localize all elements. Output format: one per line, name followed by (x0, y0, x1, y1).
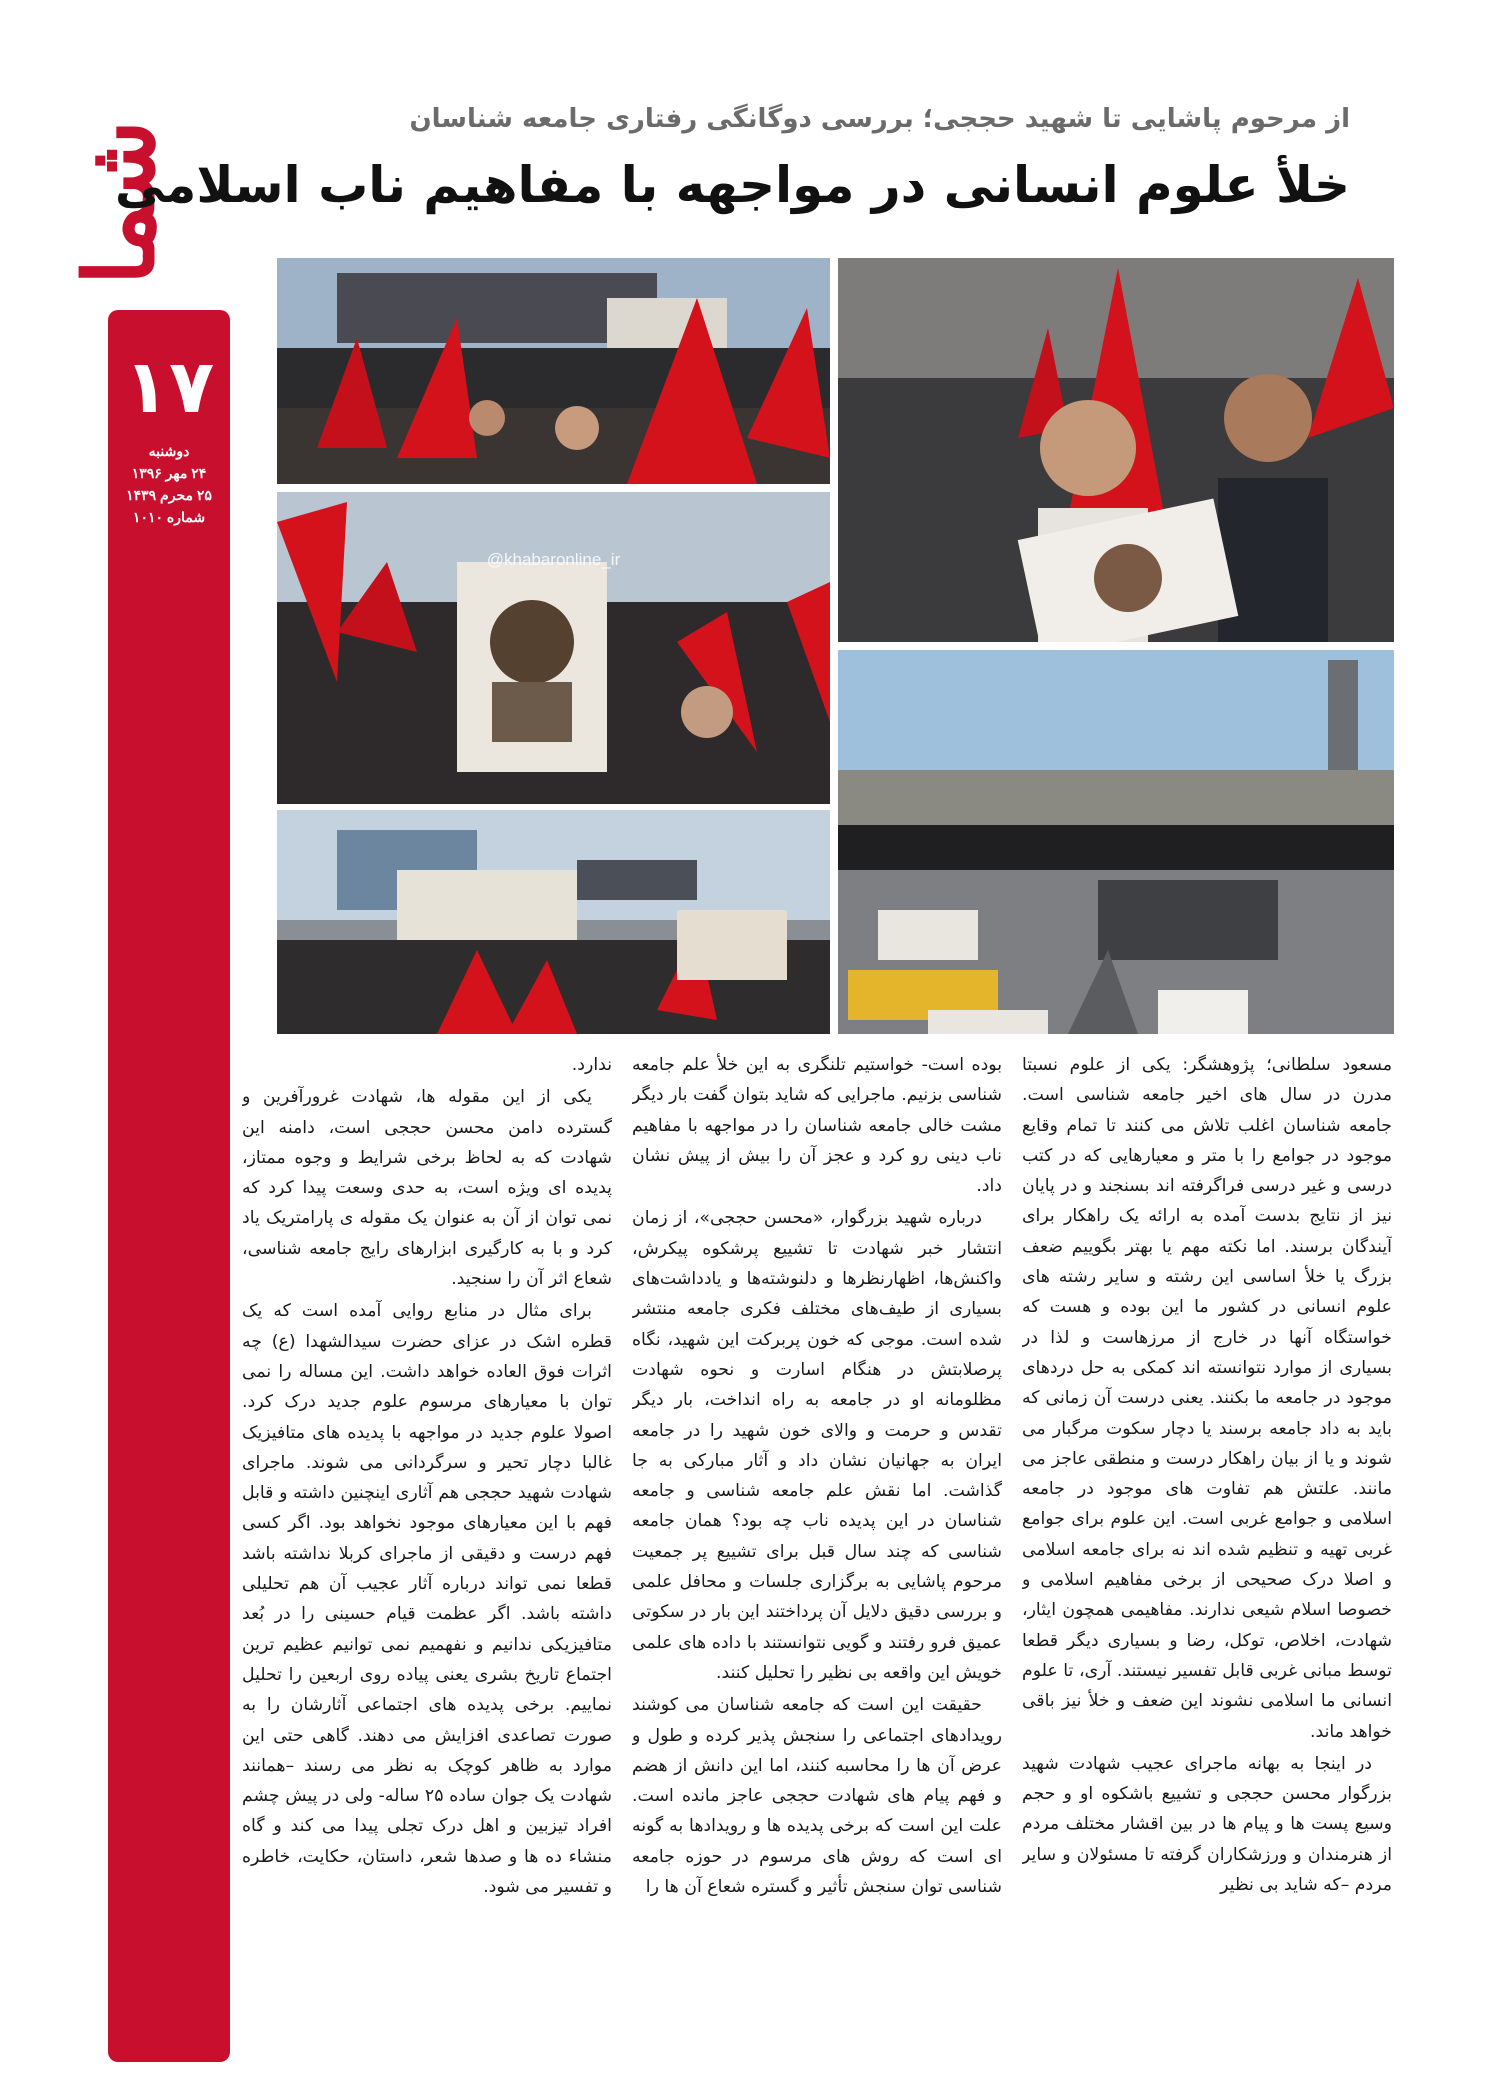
page-number: ۱۷ (123, 344, 215, 430)
photo-stage-crowd (277, 810, 830, 1034)
issue-sidebar (108, 310, 230, 2062)
issue-info (126, 440, 212, 528)
issue-number: شماره ۱۰۱۰ (132, 509, 206, 525)
photo-crowd-portrait (277, 492, 830, 804)
photo-watermark: @khabaronline_ir (486, 550, 621, 569)
article-paragraph: ندارد. (571, 1055, 612, 1075)
article-paragraph: درباره شهید بزرگوار، «محسن حججی»، از زمان انتشار خبر شهادت تا تشییع پرشکوه پیکرش، واکنش‌ها، اظهارنظرها و دلنوشته‌ها و یادداشت‌های بسیاری از طیف‌های مختلف فکری جامعه منتشر شده است. موجی که خون پربرکت این شهید، نگاه پرصلابتش در هنگام اسارت و نحوه شهادت مظلومانه او در جامعه به راه انداخت، بار دیگر تقدس و حرمت و والای خون شهید را در جامعه ایران به جهانیان نشان داد و آثار مبارکی به جا گذاشت. اما نقش علم جامعه شناسی و جامعه شناسان در این پدیده ناب چه بود؟ همان جامعه شناسی که چند سال قبل برای تشییع پر جمعیت مرحوم پاشایی به برگزاری جلسات و محافل علمی و بررسی دقیق دلایل آن پرداختند این بار در سکوتی عمیق فرو رفتند و گویی نتوانستند با داده های علمی خویش این واقعه بی نظیر را تحلیل کنند. (632, 1208, 1002, 1683)
article-paragraph: مسعود سلطانی؛ پژوهشگر: یکی از علوم نسبتا مدرن در سال های اخیر جامعه شناسی است. جامعه شناسان اغلب تلاش می کنند تا تمام وقایع موجود در جوامع را با متر و معیارهایی که در کتب درسی و غیر درسی فراگرفته اند بسنجند و در پایان نیز از نتایج بدست آمده به ارائه یک راهکار برای آیندگان برسند. اما نکته مهم یا بهتر بگوییم ضعف بزرگ یا خلأ اساسی این رشته و سایر رشته های علوم انسانی در کشور ما این بوده و هست که خواستگاه آنها در خارج از مرزهاست و لذا در بسیاری از موارد نتوانسته اند کمکی به حل دردهای موجود در جامعه ما بکنند. یعنی درست آن زمانی که باید به داد جامعه برسند یا دچار سکوت مرگبار می شوند و یا از بیان راهکار درست و منطقی عاجز می مانند. علتش هم تفاوت های موجود در جامعه اسلامی و جوامع غربی است. این علوم برای جوامع غربی تهیه و تنظیم شده اند نه برای جامعه اسلامی و اصلا درک صحیحی از برخی مفاهیم اسلامی و خصوصا اسلام شیعی ندارند. مفاهیمی همچون ایثار، شهادت، اخلاص، توکل، رضا و بسیاری دیگر قطعا توسط مبانی غربی قابل تفسیر نیستند. آری، تا علوم انسانی ما اسلامی نشوند این ضعف و خلأ نیز باقی خواهد ماند. (1022, 1055, 1392, 1742)
issue-date-solar: ۲۴ مهر ۱۳۹۶ (131, 465, 207, 481)
street-crowd-image (838, 650, 1394, 1034)
photo-crowd-stage (277, 258, 830, 484)
article-paragraph: یکی از این مقوله ها، شهادت غرورآفرین و گسترده دامن محسن حججی است، دامنه این شهادت که به لحاظ برخی شرایط و وجوه ممتاز، پدیده ای ویژه است، به حدی وسعت پیدا کرد که نمی توان از آن به عنوان یک مقوله ی پارامتریک یاد کرد و با به کارگیری ابزارهای رایج جامعه شناسی، شعاع اثر آن را سنجید. (242, 1087, 612, 1290)
crowd-stage-image (277, 258, 830, 484)
men-with-poster-image (838, 258, 1394, 642)
article-headline: خلأ علوم انسانی در مواجهه با مفاهیم ناب اسلامی (114, 156, 1350, 214)
article-paragraph: حقیقت این است که جامعه شناسان می کوشند رویدادهای اجتماعی را سنجش پذیر کرده و طول و عرض آن ها را محاسبه کنند، اما این دانش از هضم و فهم پیام های شهادت حججی عاجز مانده است. علت این است که برخی پدیده ها و رویدادها به گونه ای است که روش های مرسوم در حوزه جامعه شناسی توان سنجش تأثیر و گستره شعاع آن ها را (632, 1695, 1002, 1898)
article-column-1 (1022, 1050, 1392, 2040)
crowd-portrait-image (277, 492, 830, 804)
photo-street-crowd (838, 650, 1394, 1034)
article-paragraph: در اینجا به بهانه ماجرای عجیب شهادت شهید بزرگوار محسن حججی و تشییع باشکوه او و حجم وسیع پست ها و پیام ها در بین اقشار مختلف مردم از هنرمندان و ورزشکاران گرفته تا مسئولان و سایر مردم –که شاید بی نظیر (1022, 1753, 1392, 1896)
masthead-logo: شما (63, 120, 176, 286)
article-kicker: از مرحوم پاشایی تا شهید حججی؛ بررسی دوگانگی رفتاری جامعه شناسان (409, 104, 1350, 134)
article-paragraph: برای مثال در منابع روایی آمده است که یک قطره اشک در عزای حضرت سیدالشهدا (ع) چه اثرات فوق العاده خواهد داشت. این مساله را نمی توان با معیارهای مرسوم علوم جدید درک کرد. اصولا علوم جدید در مواجهه با پدیده های متافیزیک غالبا دچار تحیر و سرگردانی می شوند. ماجرای شهادت شهید حججی هم آثاری اینچنین داشته و قابل فهم با این معیارهای موجود نخواهد بود. اگر کسی فهم درست و دقیقی از ماجرای کربلا نداشته باشد قطعا نمی تواند درباره آثار عجیب آن هم تحلیلی داشته باشد. اگر عظمت قیام حسینی را در بُعد متافیزیکی ندانیم و نفهمیم نمی توانیم عظیم ترین اجتماع تاریخ بشری یعنی پیاده روی اربعین را تحلیل نماییم. برخی پدیده های اجتماعی آثارشان را به صورت تصاعدی افزایش می دهند. گاهی حتی این موارد به ظاهر کوچک به نظر می رسند –همانند شهادت یک جوان ساده ۲۵ ساله- ولی در پیش چشم افراد تیزبین و اهل درک تجلی پیدا می کند و گاه منشاء ده ها و صدها شعر، داستان، حکایت، خاطره و تفسیر می شود. (242, 1301, 612, 1898)
photo-men-with-poster (838, 258, 1394, 642)
article-paragraph: بوده است- خواستیم تلنگری به این خلأ علم جامعه شناسی بزنیم. ماجرایی که شاید بتوان گفت بار دیگر مشت خالی جامعه شناسان را در مواجهه با مفاهیم ناب دینی رو کرد و عجز آن را بیش از پیش نشان داد. (632, 1055, 1002, 1197)
issue-day: دوشنبه (148, 443, 190, 459)
issue-date-lunar: ۲۵ محرم ۱۴۳۹ (126, 487, 212, 503)
article-column-2 (632, 1050, 1002, 2040)
article-column-3 (242, 1050, 612, 2040)
stage-crowd-image (277, 810, 830, 1034)
